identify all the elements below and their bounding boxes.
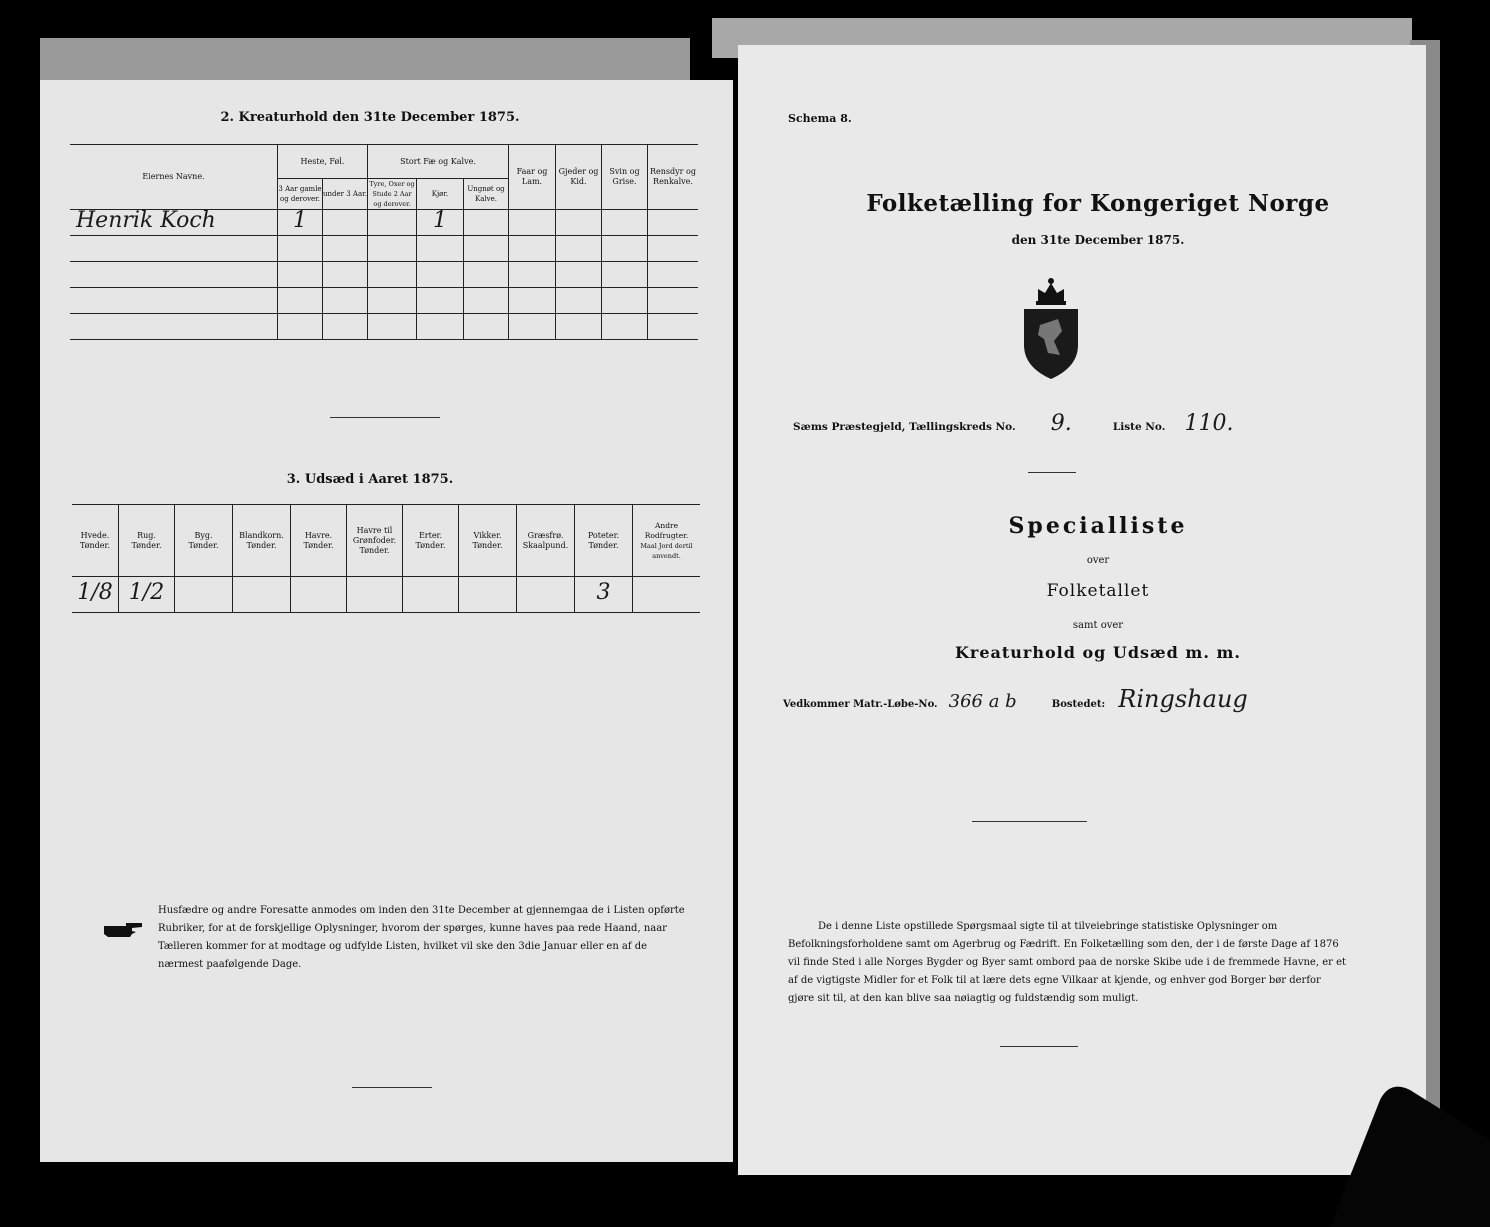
- cell: [368, 210, 417, 236]
- seed-header-wheat: [72, 505, 119, 577]
- seed-header-peas: [403, 505, 459, 577]
- cows-cell: [417, 207, 464, 236]
- goats-header: Gjeder og Kid.: [556, 145, 602, 210]
- livestock-row: [70, 314, 698, 340]
- horses-value: 1: [293, 207, 307, 233]
- vetch-unit: Tønder.: [472, 540, 503, 550]
- over-label: over: [1086, 555, 1110, 566]
- matr-line: [783, 685, 1403, 725]
- census-date: den 31te December 1875.: [1011, 233, 1185, 247]
- seed-header-grass: [517, 505, 575, 577]
- grass-unit: Skaalpund.: [522, 540, 569, 550]
- page-clip: [1300, 1060, 1490, 1227]
- potatoes-unit: Tønder.: [588, 540, 619, 550]
- rye-value: 1/2: [128, 579, 165, 605]
- liste-number: 110.: [1184, 411, 1234, 436]
- owner-name: Henrik Koch: [76, 207, 216, 233]
- divider: [330, 417, 440, 418]
- cell: [323, 210, 368, 236]
- seed-header-barley: [175, 505, 233, 577]
- seed-header-vetch: [459, 505, 517, 577]
- left-page: [40, 80, 733, 1162]
- green-oats-label: Havre til Grønfoder.: [352, 525, 397, 545]
- oats-label: Havre.: [304, 530, 333, 540]
- peas-label: Erter.: [418, 530, 443, 540]
- cattle-header: Stort Fæ og Kalve.: [368, 145, 509, 179]
- divider: [1000, 1046, 1078, 1047]
- cattle-sub-a: Tyre, Oxer og Stude 2 Aar og derover.: [369, 180, 415, 208]
- wheat-label: Hvede.: [80, 530, 110, 540]
- seed-header-mixed: [233, 505, 291, 577]
- bosted-label: Bostedet:: [1051, 699, 1106, 710]
- rye-unit: Tønder.: [131, 540, 162, 550]
- livestock-row: [70, 236, 698, 262]
- barley-unit: Tønder.: [188, 540, 219, 550]
- mixed-unit: Tønder.: [246, 540, 277, 550]
- livestock-row: [70, 288, 698, 314]
- matr-number: 366 a b: [948, 691, 1017, 712]
- roots-unit: Maal Jord dertil anvendt.: [640, 541, 693, 560]
- divider: [1028, 472, 1076, 473]
- seed-header-oats: [291, 505, 347, 577]
- horses-sub-a: 3 Aar gamle og derover.: [278, 179, 323, 210]
- horses-header: Heste, Føl.: [278, 145, 368, 179]
- cell: [556, 210, 602, 236]
- wheat-cell: [72, 577, 119, 613]
- livestock-row: [70, 210, 698, 236]
- samt-over-label: samt over: [1072, 620, 1124, 631]
- wheat-value: 1/8: [77, 579, 113, 605]
- liste-label: Liste No.: [1112, 421, 1166, 433]
- peas-unit: Tønder.: [415, 540, 446, 550]
- horses-sub-b: under 3 Aar.: [323, 179, 368, 210]
- folketallet-label: Folketallet: [1046, 581, 1150, 601]
- parish-label: Sæms Præstegjeld, Tællingskreds No.: [793, 421, 1016, 433]
- rye-cell: [119, 577, 175, 613]
- seed-table: [72, 504, 700, 613]
- census-title: Folketælling for Kongeriget Norge: [866, 190, 1330, 217]
- reindeer-header: Rensdyr og Renkalve.: [648, 145, 699, 210]
- seed-header-potatoes: [575, 505, 633, 577]
- section3-title: 3. Udsæd i Aaret 1875.: [286, 472, 454, 487]
- seed-header-green-oats: [347, 505, 403, 577]
- cattle-sub-c: Ungnøt og Kalve.: [464, 179, 509, 210]
- livestock-table: [70, 144, 698, 340]
- kreaturhold-label: Kreaturhold og Udsæd m. m.: [955, 643, 1241, 662]
- cell: [509, 210, 556, 236]
- owner-header-label: Eiernes Navne.: [142, 172, 205, 181]
- parish-line: [793, 411, 1393, 441]
- mixed-label: Blandkorn.: [239, 530, 284, 540]
- divider: [352, 1087, 432, 1088]
- cattle-sub-b: Kjør.: [417, 179, 464, 210]
- vetch-label: Vikker.: [473, 530, 502, 540]
- cows-value: 1: [433, 207, 447, 233]
- seed-row: [72, 577, 700, 613]
- matr-label: Vedkommer Matr.-Løbe-No.: [783, 699, 938, 710]
- sheep-header: Faar og Lam.: [509, 145, 556, 210]
- barley-label: Byg.: [194, 530, 213, 540]
- info-paragraph: De i denne Liste opstillede Spørgsmaal sigte til at tilveiebringe statistiske Oplysninger om Befolkningsforholdene samt om Agerbrug og Fædrift. En Folketælling som den, der i de første Dage af 1876 vil finde Sted i alle Norges Bygder og Byer samt ombord paa de norske Skibe ude i de fremmede Havne, er et af de vigtigste Midler for et Folk til at lære dets egne Vilkaar at kjende, og enhver god Borger bør derfor gjøre sit til, at den kan blive saa nøiagtig og fuldstændig som muligt.: [788, 921, 1347, 1004]
- potatoes-label: Poteter.: [587, 530, 620, 540]
- cell: [602, 210, 648, 236]
- bosted-value: Ringshaug: [1118, 685, 1248, 713]
- kreds-number: 9.: [1050, 411, 1072, 436]
- schema-label: Schema 8.: [788, 112, 852, 125]
- green-oats-unit: Tønder.: [359, 545, 390, 555]
- potatoes-value: 3: [596, 579, 611, 605]
- section2-title: 2. Kreaturhold den 31te December 1875.: [220, 110, 520, 125]
- owner-cell: [70, 207, 278, 236]
- pigs-header: Svin og Grise.: [602, 145, 648, 210]
- seed-header-rye: [119, 505, 175, 577]
- cell: [648, 210, 699, 236]
- householder-notice: Husfædre og andre Foresatte anmodes om inden den 31te December at gjennemgaa de i Listen opførte Rubriker, for at de forskjellige Oplysninger, hvorom der spørges, kunne haves paa rede Haand, naar Tælleren kommer for at modtage og udfylde Listen, hvilket vil ske den 3die Januar eller en af de nærmest paafølgende Dage.: [158, 905, 685, 970]
- pointing-hand-icon: [102, 920, 144, 940]
- rye-label: Rug.: [137, 530, 156, 540]
- owner-header: [70, 145, 278, 210]
- coat-of-arms-icon: [1018, 275, 1084, 381]
- roots-label: Andre Rodfrugter.: [644, 520, 689, 540]
- specialliste-heading: Specialliste: [1008, 513, 1188, 539]
- right-page: [738, 45, 1426, 1175]
- horses-cell: [278, 207, 323, 236]
- cell: [464, 210, 509, 236]
- potatoes-cell: [575, 577, 633, 613]
- grass-label: Græsfrø.: [527, 530, 564, 540]
- livestock-row: [70, 262, 698, 288]
- seed-header-roots: [633, 505, 701, 577]
- divider: [972, 821, 1087, 822]
- wheat-unit: Tønder.: [79, 540, 111, 550]
- oats-unit: Tønder.: [303, 540, 334, 550]
